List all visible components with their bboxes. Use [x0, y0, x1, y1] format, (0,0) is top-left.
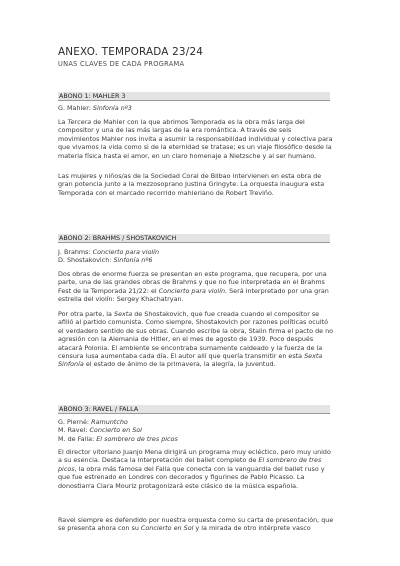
- works-list-abono-3: [58, 418, 178, 443]
- paragraph-abono-2-b: Por otra parte, la Sexta de Shostakovich, que fue creada cuando el compositor se afilió al partido comunista. Como siempre, Shostakovich por razones políticas ocultó el verdadero sentido de sus obras. Cuando escribe la obra, Stalin firma el pacto de no agresión con la Alemania de Hitler, en el mes de agosto de 1939. Poco después atacará Polonia. El ambiente se encontraba sumamente caldeado y la fuerza de la censura iusa aumentaba cada día. El autor allí que quería transmitir en esta Sexta Sinfonía el estado de ánimo de la primavera, la alegría, la juventud.: [58, 310, 334, 369]
- work-item: M. Ravel: Concierto en Sol: [58, 426, 142, 435]
- document-subtitle: UNAS CLAVES DE CADA PROGRAMA: [58, 60, 185, 68]
- paragraph-abono-2-a: Dos obras de enorme fuerza se presentan en este programa, que recupera, por una parte, una de las grandes obras de Brahms y que no fue interpretada en el Brahms Fest de la Temporada 21/22: el Concierto para violín. Será interpretado por una gran estrella del violín: Sergey Khachatryan.: [58, 270, 329, 304]
- paragraph-abono-1-a: La Tercera de Mahler con la que abrimos Temporada es la obra más larga del compositor y una de las más largas de la era romántica. A través de seis movimientos Mahler nos invita a asumir la responsabilidad individual y colectiva para que vivamos la vida como si de la eternidad se tratase; es un viaje filosófico desde la materia física hasta el amor, en un claro homenaje a Nietzsche y al ser humano.: [58, 118, 333, 160]
- paragraph-abono-3-a: El director vitoriano Juanjo Mena dirigirá un programa muy ecléctico, pero muy unido a su esencia. Destaca la interpretación del ballet completo de El sombrero de tres picos, la obra más famosa del Falla que conecta con la vanguardia del ballet ruso y que fue estrenado en Londres con decorados y figurines de Pablo Picasso. La donostiarra Clara Mouriz protagonizará este clásico de la música española.: [58, 448, 331, 490]
- works-list-abono-1: [58, 104, 132, 112]
- work-item: D. Shostakovich: Sinfonía nº6: [58, 256, 153, 265]
- work-item: G. Pierné: Ramuntcho: [58, 418, 128, 426]
- work-item: G. Mahler: Sinfonía nº3: [58, 104, 132, 112]
- section-heading-abono-3: ABONO 3: RAVEL / FALLA: [58, 405, 330, 414]
- work-item: M. de Falla: El sombrero de tres picos: [58, 434, 178, 443]
- section-heading-abono-2: ABONO 2: BRAHMS / SHOSTAKOVICH: [58, 234, 330, 243]
- paragraph-abono-3-b: Ravel siempre es defendido por nuestra orquesta como su carta de presentación, que se presenta ahora con su Concierto en Sol y la mirada de otro intérprete vasco: [58, 516, 334, 533]
- section-heading-abono-1: ABONO 1: MAHLER 3: [58, 92, 330, 101]
- paragraph-abono-1-b: Las mujeres y niños/as de la Sociedad Coral de Bilbao intervienen en esta obra de gran potencia junto a la mezzosoprano Justina Gringyte. La orquesta inaugura esta Temporada con el marcado recorrido mahleriano de Robert Treviño.: [58, 172, 325, 197]
- work-item: J. Brahms: Concierto para violín: [58, 248, 160, 256]
- document-title: ANEXO. TEMPORADA 23/24: [58, 46, 204, 58]
- works-list-abono-2: [58, 248, 159, 265]
